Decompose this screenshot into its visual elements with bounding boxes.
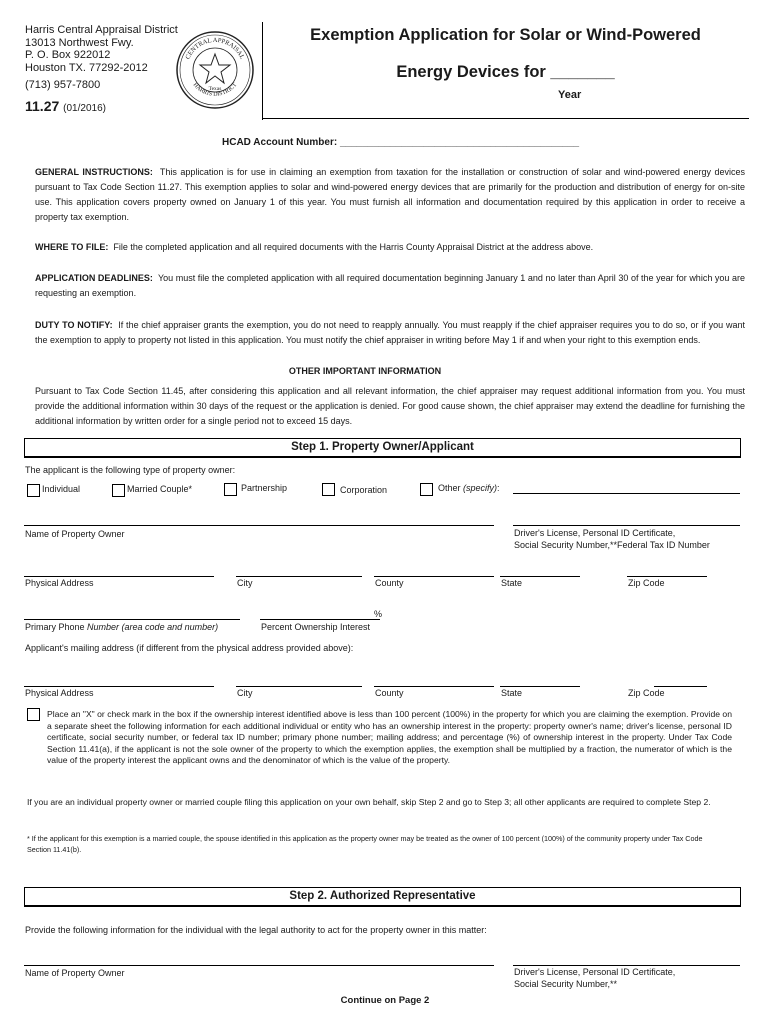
other-specify-field[interactable] xyxy=(513,493,740,494)
owner-id-field[interactable] xyxy=(513,525,740,526)
owner-type-married-checkbox[interactable] xyxy=(112,484,125,497)
partial-ownership-text: Place an "X" or check mark in the box if the ownership interest identified above is less than 100 percent (100%) in the property for which you are claiming the exemption. Provide on a separate sheet the following information for each additional individual or entity who has an ownership interest in the property: property owner's name; driver's license, personal ID certificate, social security number, or federal tax ID number; primary phone number; mailing address; and percentage (%) of ownership interest in the property. Under Tax Code Section 11.41(a), if the applicant is not the sole owner of the property to which the exemption applies, the exemption shall be multiplied by a fraction, the numerator of which is the value of the property interest the applicant owns and the denominator of which is the value of the property. xyxy=(47,709,732,765)
owner-type-partnership-label: Partnership xyxy=(241,483,288,493)
percent-sign: % xyxy=(374,609,383,619)
ownership-label: Percent Ownership Interest xyxy=(261,622,371,632)
owner-type-individual-checkbox[interactable] xyxy=(27,484,40,497)
zip-field[interactable] xyxy=(627,576,707,577)
district-address xyxy=(25,24,178,92)
primary-phone-label xyxy=(25,622,218,632)
physical-address-label: Physical Address xyxy=(25,578,94,588)
address-line: P. O. Box 922012 xyxy=(25,49,111,61)
other-info-heading: OTHER IMPORTANT INFORMATION xyxy=(288,366,442,376)
svg-text:CENTRAL APPRAISAL xyxy=(184,37,245,60)
owner-type-other-label xyxy=(438,483,500,493)
general-heading: GENERAL INSTRUCTIONS: xyxy=(35,167,153,177)
mailing-county-field[interactable] xyxy=(374,686,494,687)
other-info-text: Pursuant to Tax Code Section 11.45, after considering this application and all relevant information, the chief appraiser may request additional information from you. You must provide the additional information within 30 days of the request or the application is denied. For good cause shown, the chief appraiser may extend the deadline for furnishing the additional information by written order for a single period not to exceed 15 days. xyxy=(35,386,745,426)
owner-type-corporation-checkbox[interactable] xyxy=(322,483,335,496)
form-number xyxy=(25,98,106,114)
mailing-state-label: State xyxy=(501,688,523,698)
mailing-city-field[interactable] xyxy=(236,686,362,687)
mailing-county-label: County xyxy=(375,688,404,698)
general-instructions xyxy=(35,165,745,225)
owner-type-partnership-checkbox[interactable] xyxy=(224,483,237,496)
owner-type-individual-label: Individual xyxy=(42,484,81,494)
header-divider-horizontal xyxy=(262,118,749,119)
owner-type-other-checkbox[interactable] xyxy=(420,483,433,496)
address-line: Harris Central Appraisal District xyxy=(25,24,178,36)
step2-prompt: Provide the following information for the individual with the legal authority to act for the property owner in this matter: xyxy=(25,925,487,935)
seal-text-bottom: HARRIS DISTRICT xyxy=(191,82,239,98)
duty-text: If the chief appraiser grants the exemption, you do not need to reapply annually. You must reapply if the chief appraiser requires you to do so, or if you want the exemption to apply to property not listed in this application. You must notify the chief appraiser in writing before May 1 if and when your right to this exemption ends. xyxy=(35,320,745,345)
owner-type-corporation-label: Corporation xyxy=(340,485,388,495)
owner-type-married-label: Married Couple* xyxy=(127,484,193,494)
ownership-percent-field[interactable] xyxy=(260,619,380,620)
other-colon: : xyxy=(497,483,500,493)
form-title-line2: Energy Devices for _______ xyxy=(396,63,615,81)
step2-header: Step 2. Authorized Representative xyxy=(24,887,741,907)
partial-ownership-checkbox[interactable] xyxy=(27,708,40,721)
deadline-heading: APPLICATION DEADLINES: xyxy=(35,273,153,283)
mailing-city-label: City xyxy=(237,688,253,698)
where-to-file xyxy=(35,240,745,255)
mailing-address-label: Physical Address xyxy=(25,688,94,698)
other-label-text: Other xyxy=(438,483,464,493)
phone-label-b: Number (area code and number) xyxy=(87,622,219,632)
year-label: Year xyxy=(558,89,582,101)
other-specify-text: (specify) xyxy=(463,483,498,493)
owner-id-label-1: Driver's License, Personal ID Certificate, xyxy=(514,528,676,538)
owner-id-label-2: Social Security Number,**Federal Tax ID Number xyxy=(514,540,710,550)
zip-label: Zip Code xyxy=(628,578,665,588)
mailing-zip-field[interactable] xyxy=(654,686,707,687)
city-field[interactable] xyxy=(236,576,362,577)
step1-header: Step 1. Property Owner/Applicant xyxy=(24,438,741,458)
phone-label-a: Primary Phone xyxy=(25,622,88,632)
duty-to-notify xyxy=(35,318,745,348)
rep-name-label: Name of Property Owner xyxy=(25,968,125,978)
form-date: (01/2016) xyxy=(63,103,106,114)
seal-text-top: CENTRAL APPRAISAL xyxy=(184,36,246,61)
form-title-line1: Exemption Application for Solar or Wind-Powered xyxy=(310,26,701,44)
mailing-address-prompt: Applicant's mailing address (if different from the physical address provided above): xyxy=(25,643,354,653)
rep-id-label-2: Social Security Number,** xyxy=(514,979,618,989)
skip-instruction: If you are an individual property owner or married couple filing this application on your own behalf, skip Step 2 and go to Step 3; all other applicants are required to complete Step 2. xyxy=(27,797,711,807)
seal-center-text: Texas xyxy=(208,86,222,92)
mailing-address-field[interactable] xyxy=(24,686,214,687)
state-label: State xyxy=(501,578,523,588)
owner-name-label: Name of Property Owner xyxy=(25,529,125,539)
general-text: This application is for use in claiming an exemption from taxation for the installation or construction of solar and wind-powered energy devices pursuant to Tax Code Section 11.27. This exemption applies to solar and wind-powered energy devices that are primarily for the production and distribution of energy for on-site use. This application covers property owned on January 1 of this year. You must furnish all information and documentation required by this application in order to receive a property tax exemption. xyxy=(35,167,746,222)
rep-name-field[interactable] xyxy=(24,965,494,966)
account-number-label: HCAD Account Number: ___________________________________________ xyxy=(222,137,580,148)
where-heading: WHERE TO FILE: xyxy=(35,242,109,252)
city-label: City xyxy=(237,578,253,588)
rep-id-label-1: Driver's License, Personal ID Certificate, xyxy=(514,967,676,977)
deadline-text: You must file the completed application with all required documentation beginning January 1 and no later than April 30 of the year for which you are requesting an exemption. xyxy=(35,273,746,298)
rep-id-field[interactable] xyxy=(513,965,740,966)
duty-heading: DUTY TO NOTIFY: xyxy=(35,320,113,330)
address-line: 13013 Northwest Fwy. xyxy=(25,36,134,49)
form-number-value: 11.27 xyxy=(25,98,60,114)
owner-type-prompt: The applicant is the following type of property owner: xyxy=(25,465,236,475)
district-seal-icon xyxy=(175,30,255,110)
county-label: County xyxy=(375,578,404,588)
owner-name-field[interactable] xyxy=(24,525,494,526)
district-phone: (713) 957-7800 xyxy=(25,79,101,91)
mailing-state-field[interactable] xyxy=(500,686,580,687)
state-field[interactable] xyxy=(500,576,580,577)
primary-phone-field[interactable] xyxy=(24,619,240,620)
mailing-zip-label: Zip Code xyxy=(628,688,665,698)
county-field[interactable] xyxy=(374,576,494,577)
application-deadlines xyxy=(35,271,745,301)
physical-address-field[interactable] xyxy=(24,576,214,577)
continue-notice: Continue on Page 2 xyxy=(340,995,430,1006)
married-couple-footnote: * If the applicant for this exemption is a married couple, the spouse identified in this application as the property owner may be treated as the owner of 100 percent (100%) of the community property under Tax Code Section 11.41(b). xyxy=(27,834,703,854)
where-text: File the completed application and all required documents with the Harris County Appraisal District at the address above. xyxy=(113,242,594,252)
address-line: Houston TX. 77292-2012 xyxy=(25,61,148,74)
